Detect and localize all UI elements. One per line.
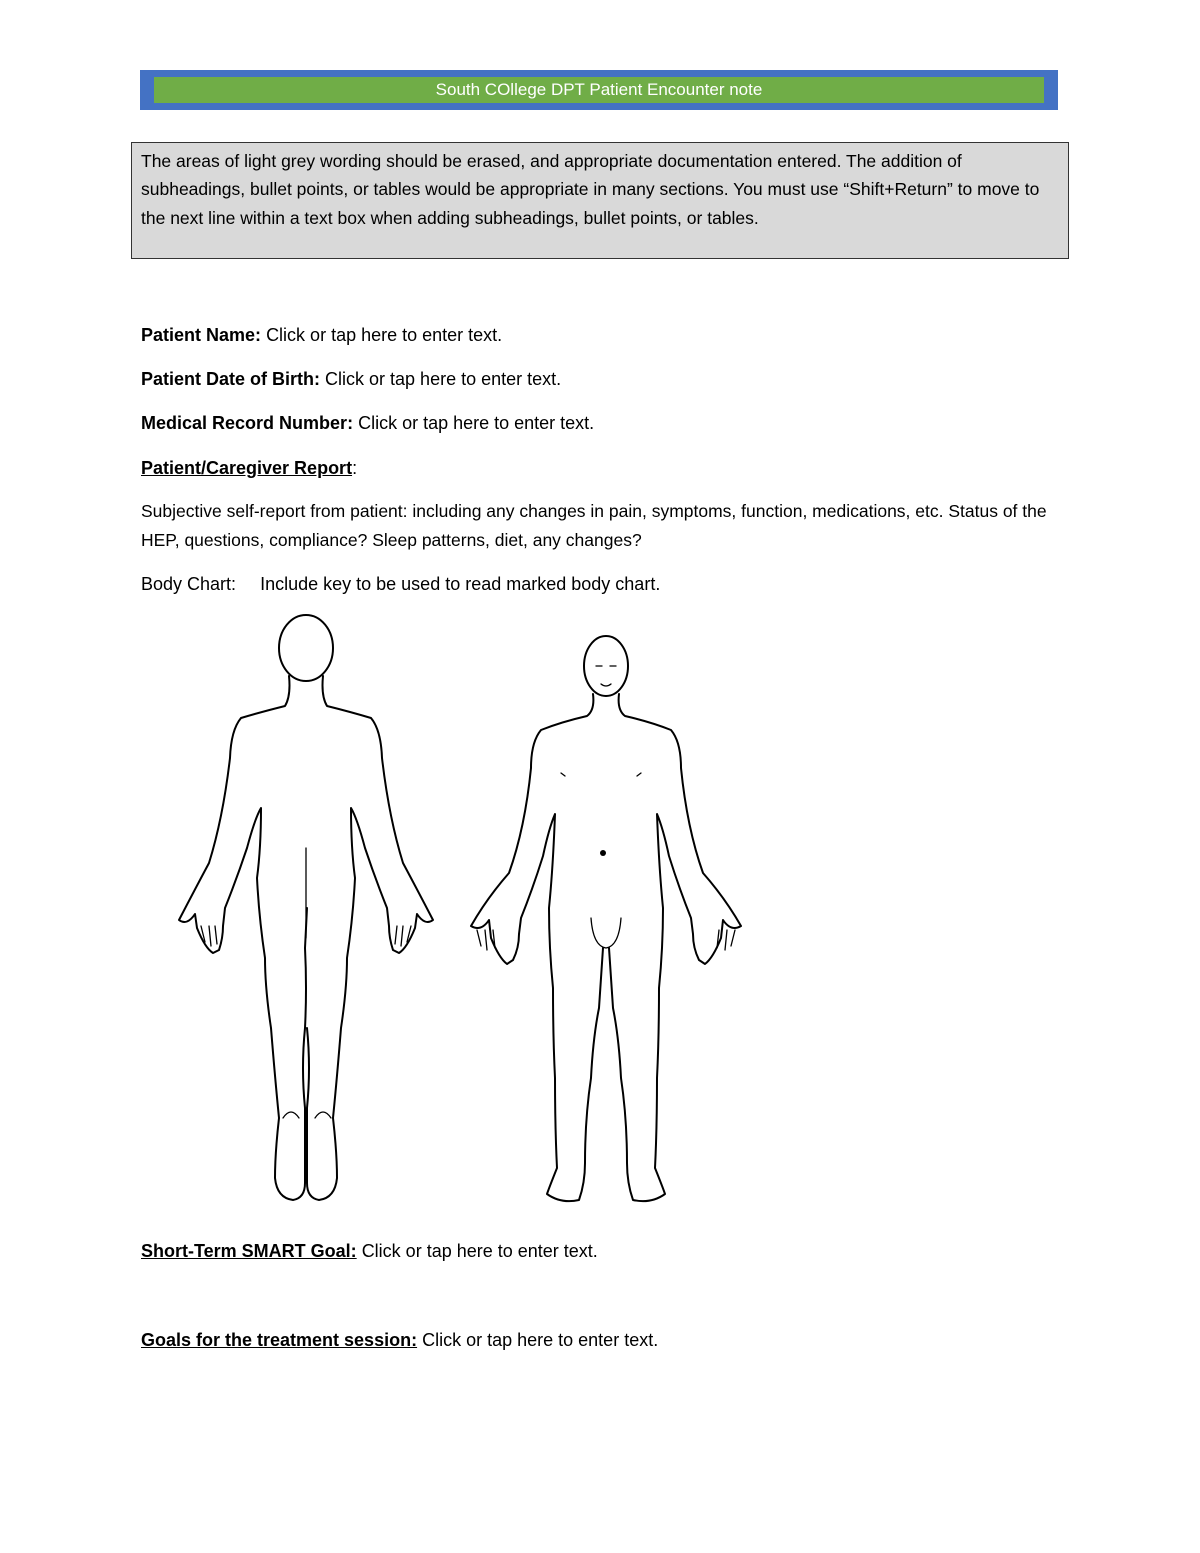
instructions-box: The areas of light grey wording should be erased, and appropriate documentation entered. The addition of subheadings, bullet points, or tables would be appropriate in many sections. You must use “Shift+Return” to move to the next line within a text box when adding subheadings, bullet points, or tables. bbox=[131, 142, 1069, 259]
body-chart-diagram[interactable] bbox=[165, 608, 745, 1213]
session-goals-label: Goals for the treatment session: bbox=[141, 1330, 418, 1350]
report-text-field[interactable]: Subjective self-report from patient: including any changes in pain, symptoms, function, medications, etc. Status of the HEP, questions, compliance? Sleep patterns, diet, any changes? bbox=[141, 501, 1047, 550]
report-heading: Patient/Caregiver Report bbox=[141, 458, 353, 478]
body-chart-svg bbox=[165, 608, 745, 1213]
header-banner bbox=[140, 70, 1058, 110]
report-heading-row: Patient/Caregiver Report: bbox=[141, 458, 358, 478]
body-chart-label: Body Chart: bbox=[141, 574, 237, 594]
short-term-goal-row bbox=[141, 1239, 598, 1263]
body-figure-back bbox=[179, 615, 433, 1200]
dob-label: Patient Date of Birth bbox=[141, 369, 315, 389]
page-title: South COllege DPT Patient Encounter note bbox=[154, 77, 1044, 103]
mrn-field[interactable]: Click or tap here to enter text. bbox=[358, 413, 595, 433]
patient-name-field[interactable]: Click or tap here to enter text. bbox=[266, 325, 503, 345]
session-goals-row bbox=[141, 1328, 658, 1352]
patient-name-label: Patient Name bbox=[141, 325, 256, 345]
dob-field[interactable]: Click or tap here to enter text. bbox=[325, 369, 562, 389]
short-term-goal-label: Short-Term SMART Goal: bbox=[141, 1241, 357, 1261]
session-goals-field[interactable]: Click or tap here to enter text. bbox=[422, 1330, 659, 1350]
patient-name-row: Patient Name: Click or tap here to enter text. bbox=[141, 325, 503, 345]
short-term-goal-field[interactable]: Click or tap here to enter text. bbox=[361, 1241, 598, 1261]
body-chart-row bbox=[141, 572, 660, 596]
dob-row: Patient Date of Birth: Click or tap here to enter text. bbox=[141, 369, 562, 389]
body-chart-note-field[interactable]: Include key to be used to read marked body chart. bbox=[260, 574, 661, 594]
mrn-label: Medical Record Number bbox=[141, 413, 348, 433]
body-figure-front bbox=[471, 636, 741, 1201]
mrn-row: Medical Record Number: Click or tap here to enter text. bbox=[141, 413, 595, 433]
